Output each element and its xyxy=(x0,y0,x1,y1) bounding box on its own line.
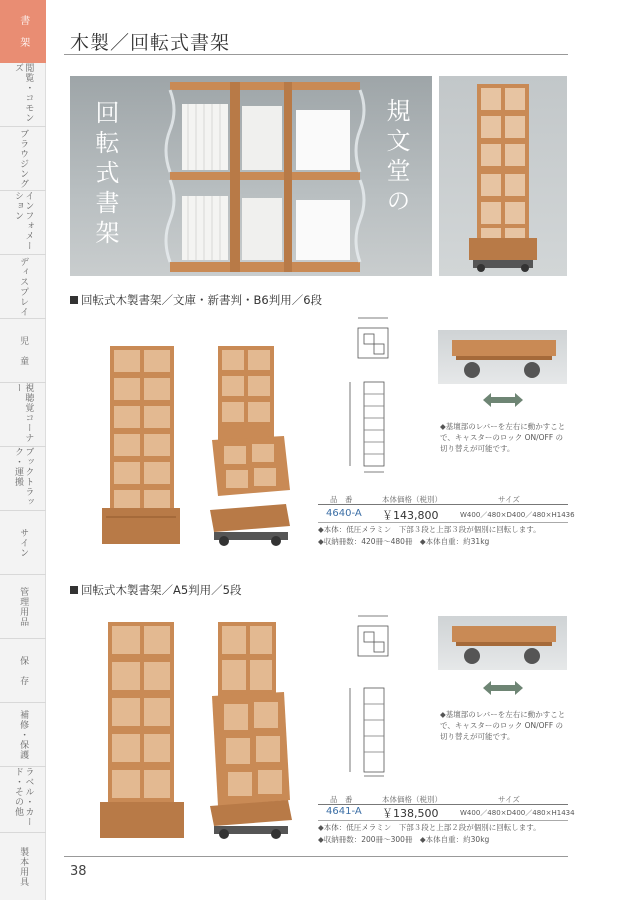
footer-divider xyxy=(64,856,568,857)
product1-head-size: サイズ xyxy=(498,495,520,504)
product2-section-title: 回転式木製書架／A5判用／5段 xyxy=(70,582,242,598)
left-right-arrow-icon xyxy=(483,680,523,696)
tab-children[interactable]: 児 童 xyxy=(0,319,46,383)
tower-shelf-illustration xyxy=(439,76,567,276)
product1-size: W400／480×D400／480×H1436 xyxy=(460,511,575,519)
spec-divider xyxy=(318,804,568,805)
product1-dimension-drawing xyxy=(330,306,420,476)
spec-divider xyxy=(318,522,568,523)
product1-caster-photo xyxy=(438,330,567,384)
product1-section-title: 回転式木製書架／文庫・新書判・B6判用／6段 xyxy=(70,292,322,308)
left-right-arrow-icon xyxy=(483,392,523,408)
tab-display[interactable]: ディスプレイ xyxy=(0,255,46,319)
hero-caption-left: 回転式書架 xyxy=(91,100,119,250)
tab-repair[interactable]: 補修・保護 xyxy=(0,703,46,767)
product2-price: ￥138,500 xyxy=(382,807,439,820)
tab-audiovisual[interactable]: 視聴覚コーナー xyxy=(0,383,46,447)
product2-details: ◆本体：低圧メラミン 下部３段と上部２段が個別に回転します。 ◆収納冊数：200冊〜300冊 ◆本体自重：約30kg xyxy=(318,823,541,844)
hero-photo xyxy=(70,76,432,276)
product1-head-price: 本体価格（税別） xyxy=(382,495,442,504)
index-tabs xyxy=(0,0,46,900)
square-bullet-icon xyxy=(70,586,78,594)
caster-illustration xyxy=(438,330,567,384)
tab-browsing[interactable]: ブラウジング xyxy=(0,127,46,191)
product2-dimension-drawing xyxy=(330,608,420,780)
page-title: 木製／回転式書架 xyxy=(70,32,231,54)
product1-head-code: 品 番 xyxy=(330,495,353,504)
spec-divider xyxy=(318,504,568,505)
title-divider xyxy=(64,54,568,55)
caster-illustration xyxy=(438,616,567,670)
product2-caster-note: ◆基壇部のレバーを左右に動かすこと で、キャスターのロック ON/OFF の 切り替えが可能です。 xyxy=(440,710,566,741)
product2-code: 4641-A xyxy=(326,806,362,817)
product2-caster-photo xyxy=(438,616,567,670)
tab-information[interactable]: インフォメーション xyxy=(0,191,46,255)
page-number: 38 xyxy=(70,864,87,879)
tab-shelving[interactable]: 書 架 xyxy=(0,0,46,63)
hero-side-photo xyxy=(439,76,567,276)
product2-head-size: サイズ xyxy=(498,795,520,804)
tab-book-truck[interactable]: ブックトラック・運搬 xyxy=(0,447,46,511)
product1-photo xyxy=(100,340,300,550)
tab-label-card[interactable]: ラベル・カード・その他 xyxy=(0,767,46,833)
product1-code: 4640-A xyxy=(326,508,362,519)
product1-caster-note: ◆基壇部のレバーを左右に動かすこと で、キャスターのロック ON/OFF の 切り替えが可能です。 xyxy=(440,422,566,453)
tab-management[interactable]: 管理用品 xyxy=(0,575,46,639)
product2-head-price: 本体価格（税別） xyxy=(382,795,442,804)
tab-preservation[interactable]: 保 存 xyxy=(0,639,46,703)
product2-photo xyxy=(96,616,306,844)
product1-details: ◆本体：低圧メラミン 下部３段と上部３段が個別に回転します。 ◆収納冊数：420冊〜480冊 ◆本体自重：約31kg xyxy=(318,525,541,546)
tab-binding[interactable]: 製本用具 xyxy=(18,846,29,887)
tab-reading-commons[interactable]: 閲覧・コモンズ xyxy=(0,63,46,127)
hero-shelf-illustration xyxy=(70,76,432,276)
hero-caption-right: 規文堂の xyxy=(382,98,410,218)
spec-divider xyxy=(318,820,568,821)
product2-head-code: 品 番 xyxy=(330,795,353,804)
product2-size: W400／480×D400／480×H1434 xyxy=(460,809,575,817)
square-bullet-icon xyxy=(70,296,78,304)
product1-price: ￥143,800 xyxy=(382,509,439,522)
tab-sign[interactable]: サイン xyxy=(0,511,46,575)
